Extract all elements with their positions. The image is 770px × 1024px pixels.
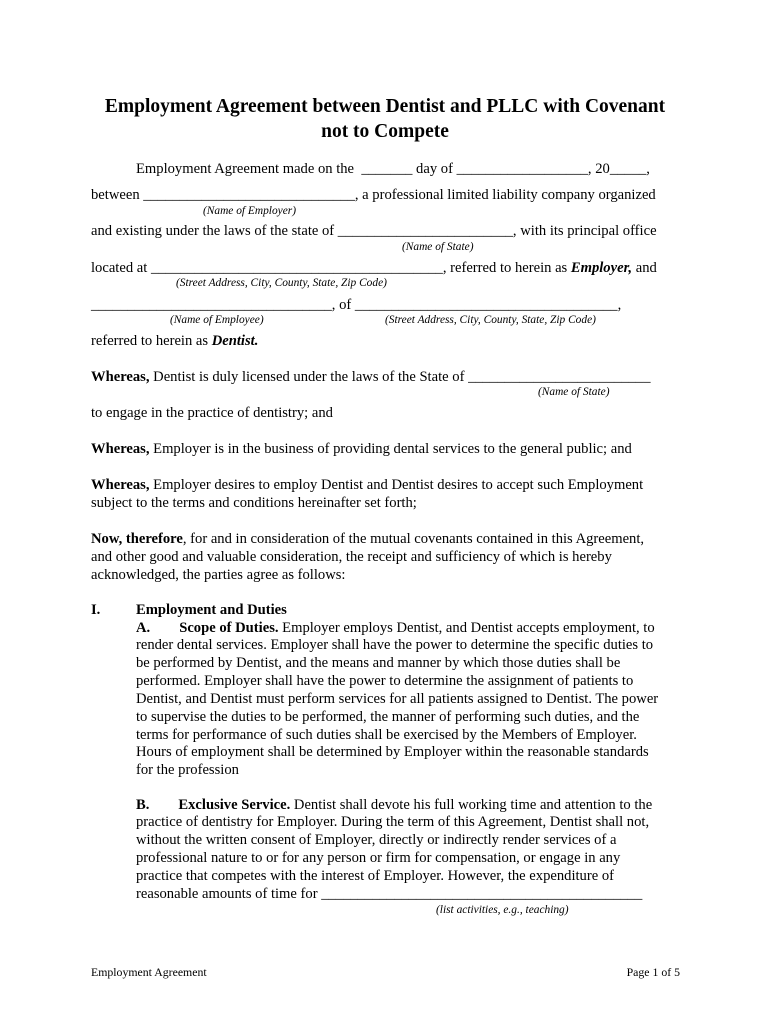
- footer-page-number: Page 1 of 5: [626, 965, 680, 979]
- intro-line-4: [91, 259, 657, 277]
- caption-employee: (Name of Employee): [170, 314, 264, 326]
- subsection-a-line: render dental services. Employer shall have the power to determine the specific duties to: [136, 637, 654, 653]
- dentist-term: Dentist.: [211, 333, 259, 349]
- subsection-b-body: [136, 814, 676, 904]
- whereas-1-line-2: to engage in the practice of dentistry; and: [91, 405, 333, 421]
- subsection-a-line: for the profession: [136, 762, 239, 779]
- whereas-2-line-1: [91, 440, 632, 458]
- subsection-a-line: terms for performance of such duties shall be exercised by the Members of Employer.: [136, 726, 637, 743]
- whereas-3-line-2: subject to the terms and conditions hereinafter set forth;: [91, 495, 417, 511]
- subsection-b-line-1: [136, 796, 652, 814]
- intro-line-2: between _____________________________, a professional limited liability company organized: [91, 187, 656, 203]
- subsection-a-line: to supervise the duties to be performed, the manner of performing such duties, and the: [136, 708, 640, 725]
- subsection-b-title: Exclusive Service.: [178, 797, 291, 813]
- subsection-a-title: Scope of Duties.: [179, 620, 279, 636]
- section-1-number: I.: [91, 602, 101, 618]
- caption-state: (Name of State): [402, 241, 474, 253]
- subsection-a-line: performed. Employer shall have the power to determine the assignment of patients to: [136, 672, 634, 689]
- subsection-a-line: Dentist, and Dentist must perform services for all patients assigned to Dentist. The power: [136, 690, 659, 707]
- caption-address-employer: (Street Address, City, County, State, Zip Code): [176, 277, 387, 289]
- subsection-a-first-text: Employer employs Dentist, and Dentist accepts employment, to: [278, 620, 655, 636]
- whereas-3-label: Whereas,: [91, 477, 150, 493]
- footer-left: Employment Agreement: [91, 965, 207, 979]
- subsection-b-label: B.: [136, 797, 150, 813]
- subsection-b-line: practice that competes with the interest of Employer. However, the expenditure of: [136, 867, 615, 884]
- now-therefore-line-2: and other good and valuable consideration, the receipt and sufficiency of which is hereby: [91, 549, 612, 565]
- subsection-b-line: practice of dentistry for Employer. During the term of this Agreement, Dentist shall not,: [136, 814, 650, 830]
- now-therefore-line-1: [91, 530, 644, 548]
- now-therefore-text: , for and in consideration of the mutual covenants contained in this Agreement,: [182, 531, 645, 547]
- whereas-1-label: Whereas,: [91, 369, 150, 385]
- subsection-a-line: Hours of employment shall be determined by Employer within the reasonable standards: [136, 744, 649, 761]
- intro-line-3: and existing under the laws of the state of ________________________, with its principal office: [91, 223, 657, 239]
- subsection-b-line: reasonable amounts of time for ____________________________________________: [136, 885, 643, 902]
- whereas-3-line-1: [91, 476, 643, 494]
- caption-employer: (Name of Employer): [203, 205, 296, 217]
- caption-state-whereas: (Name of State): [538, 386, 610, 398]
- subsection-a-body: [136, 637, 676, 780]
- whereas-2-label: Whereas,: [91, 441, 150, 457]
- whereas-1-text: Dentist is duly licensed under the laws of the State of _________________________: [149, 369, 651, 385]
- subsection-a-line: be performed by Dentist, and the means and manner by which those duties shall be: [136, 654, 621, 671]
- subsection-b-line: professional nature to or for any person or firm for compensation, or engage in any: [136, 849, 621, 866]
- subsection-a-line-1: [136, 619, 655, 637]
- caption-activities: (list activities, e.g., teaching): [436, 904, 569, 916]
- section-1-heading: Employment and Duties: [136, 602, 287, 618]
- intro-line-6-text: referred to herein as: [91, 333, 212, 349]
- document-title: [80, 94, 690, 144]
- intro-line-1: Employment Agreement made on the _______ day of __________________, 20_____,: [136, 161, 650, 177]
- intro-line-6: [91, 332, 258, 350]
- caption-address-employee: (Street Address, City, County, State, Zip Code): [385, 314, 596, 326]
- subsection-b-line: without the written consent of Employer, directly or indirectly render services of a: [136, 831, 617, 848]
- now-therefore-label: Now, therefore: [91, 531, 183, 547]
- whereas-3-text: Employer desires to employ Dentist and Dentist desires to accept such Employment: [149, 477, 644, 493]
- now-therefore-line-3: acknowledged, the parties agree as follows:: [91, 567, 346, 583]
- title-line-2: not to Compete: [321, 121, 449, 142]
- subsection-b-first-text: Dentist shall devote his full working time and attention to the: [290, 797, 653, 813]
- whereas-1-line-1: [91, 368, 651, 386]
- employer-term: Employer,: [570, 260, 633, 276]
- title-line-1: Employment Agreement between Dentist and PLLC with Covenant: [104, 96, 666, 117]
- whereas-2-text: Employer is in the business of providing dental services to the general public; and: [149, 441, 632, 457]
- intro-line-5: _________________________________, of ____________________________________,: [91, 297, 622, 313]
- intro-line-4-end: and: [632, 260, 657, 276]
- subsection-a-label: A.: [136, 620, 151, 636]
- intro-line-4-text: located at ________________________________________, referred to herein as: [91, 260, 571, 276]
